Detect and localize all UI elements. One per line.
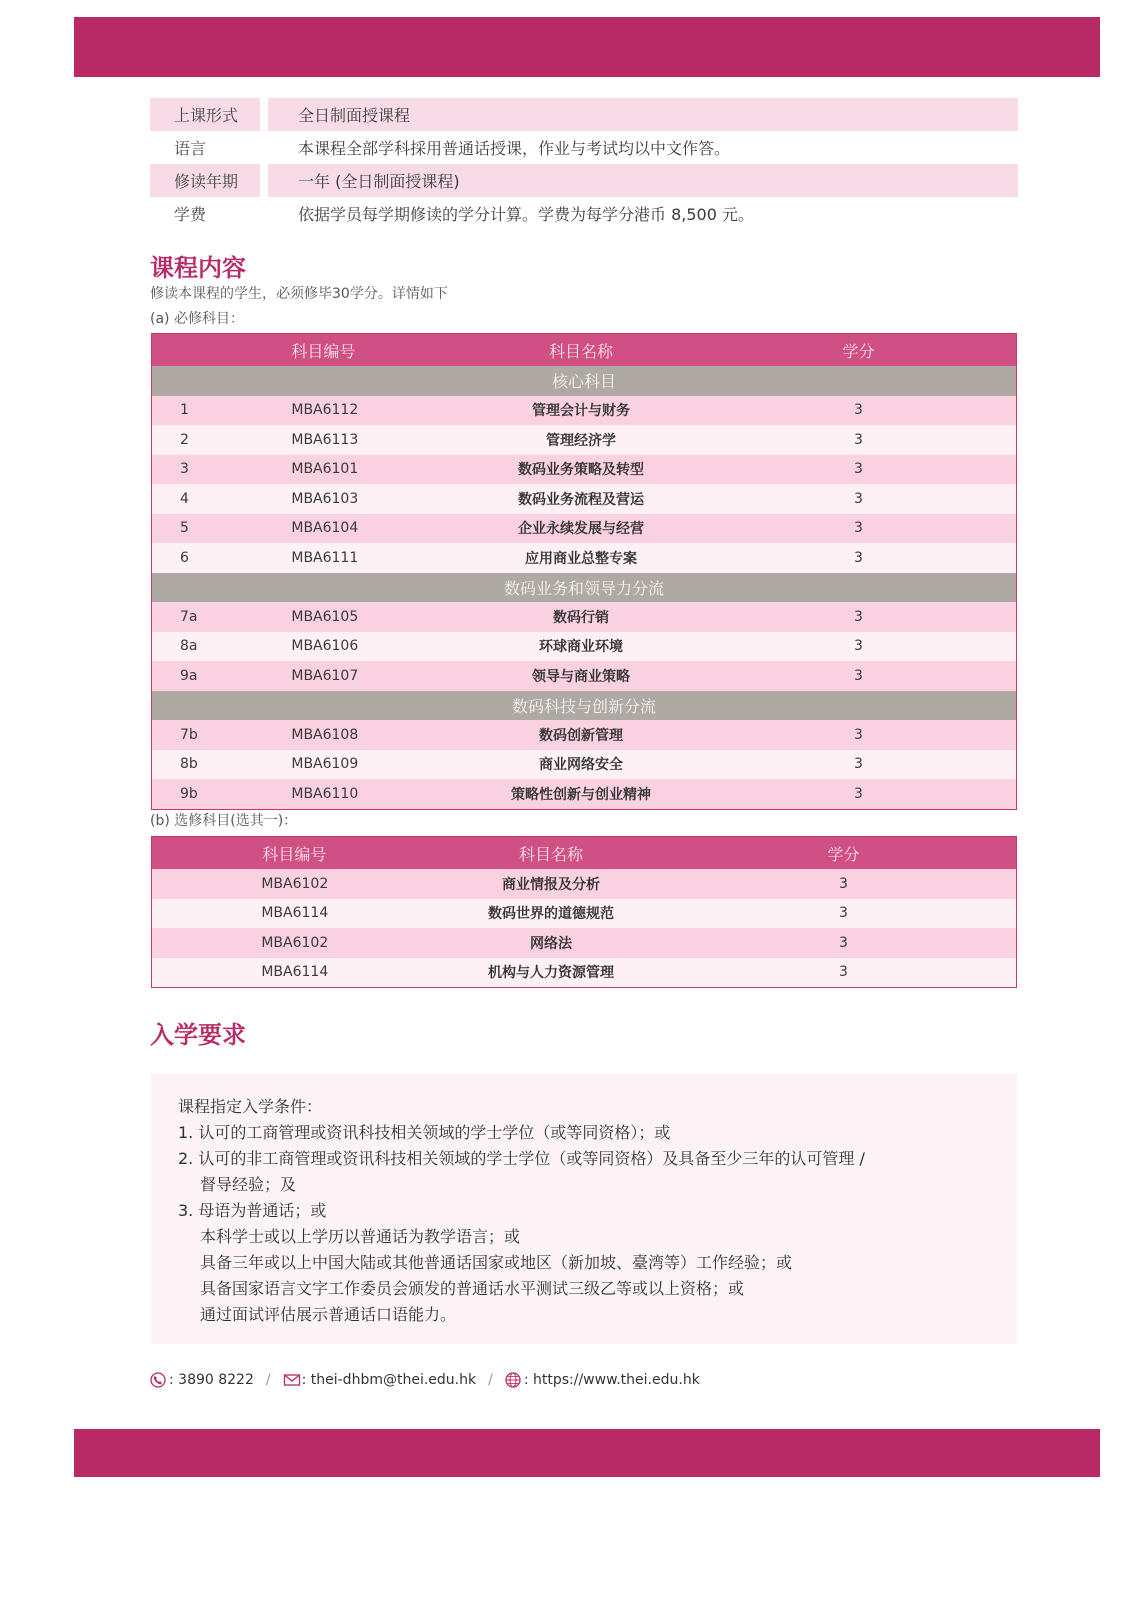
- requirement-line: 3. 母语为普通话；或: [178, 1201, 327, 1220]
- course-name: 数码行销: [461, 602, 701, 632]
- col-name-header: 科目名称: [461, 334, 701, 367]
- course-name: 商业情报及分析: [431, 869, 671, 899]
- course-credit: 3: [701, 484, 1017, 514]
- col-credit-header: 学分: [701, 334, 1017, 367]
- course-code: MBA6113: [291, 425, 461, 455]
- blank-cell: [152, 869, 262, 899]
- contact-bar: [150, 1372, 700, 1388]
- course-name: 机构与人力资源管理: [431, 958, 671, 988]
- course-code: MBA6102: [261, 869, 431, 899]
- course-intro: 修读本课程的学生，必须修毕30学分。详情如下: [150, 286, 448, 302]
- requirement-line: 通过面试评估展示普通话口语能力。: [200, 1305, 457, 1324]
- course-credit: 3: [701, 425, 1017, 455]
- course-credit: 3: [701, 779, 1017, 809]
- table-row: [152, 484, 1017, 514]
- course-code: MBA6114: [261, 899, 431, 929]
- info-value: 全日制面授课程: [268, 98, 1018, 131]
- e-col-credit-header: 学分: [671, 837, 1017, 870]
- info-row: [150, 197, 1018, 230]
- course-code: MBA6104: [291, 514, 461, 544]
- course-number: 8b: [152, 750, 292, 780]
- table-row: [152, 750, 1017, 780]
- course-number: 2: [152, 425, 292, 455]
- table-row: [152, 632, 1017, 662]
- required-label: (a) 必修科目：: [150, 311, 244, 327]
- info-label: 学费: [174, 205, 207, 224]
- course-code: MBA6103: [291, 484, 461, 514]
- phone-number[interactable]: : 3890 8222: [169, 1372, 254, 1388]
- group-row: [152, 691, 1017, 721]
- course-name: 商业网络安全: [461, 750, 701, 780]
- email-link[interactable]: : thei-dhbm@thei.edu.hk: [301, 1372, 477, 1388]
- course-number: 7b: [152, 720, 292, 750]
- table-row: [152, 661, 1017, 691]
- course-name: 管理会计与财务: [461, 396, 701, 426]
- requirement-line: 具备三年或以上中国大陆或其他普通话国家或地区（新加坡、臺湾等）工作经验；或: [200, 1253, 793, 1272]
- group-row: [152, 573, 1017, 603]
- info-label: 语言: [174, 139, 207, 158]
- mail-icon: [283, 1372, 299, 1388]
- elective-courses-table: [151, 836, 1017, 988]
- info-value: 一年 (全日制面授课程): [268, 164, 1018, 197]
- blank-cell: [152, 899, 262, 929]
- course-name: 应用商业总整专案: [461, 543, 701, 573]
- course-code: MBA6101: [291, 455, 461, 485]
- info-row: [150, 98, 1018, 131]
- course-name: 企业永续发展与经营: [461, 514, 701, 544]
- group-title: 核心科目: [152, 366, 1017, 396]
- course-number: 3: [152, 455, 292, 485]
- info-gap: [260, 98, 268, 131]
- table-row: [152, 396, 1017, 426]
- group-row: [152, 366, 1017, 396]
- course-code: MBA6106: [291, 632, 461, 662]
- table-row: [152, 602, 1017, 632]
- requirement-line: 1. 认可的工商管理或资讯科技相关领域的学士学位（或等同资格）；或: [178, 1123, 671, 1142]
- course-credit: 3: [671, 958, 1017, 988]
- separator: /: [488, 1372, 493, 1388]
- requirement-line: 2. 认可的非工商管理或资讯科技相关领域的学士学位（或等同资格）及具备至少三年的认可管理 /: [178, 1149, 865, 1168]
- course-credit: 3: [701, 632, 1017, 662]
- course-credit: 3: [701, 720, 1017, 750]
- website-link[interactable]: : https://www.thei.edu.hk: [523, 1372, 700, 1388]
- course-code: MBA6112: [291, 396, 461, 426]
- table-row: [152, 899, 1017, 929]
- info-gap: [260, 131, 268, 164]
- required-courses-table: [151, 333, 1017, 810]
- group-title: 数码业务和领导力分流: [152, 573, 1017, 603]
- course-name: 数码创新管理: [461, 720, 701, 750]
- course-credit: 3: [701, 543, 1017, 573]
- course-content-heading: 课程内容: [150, 254, 246, 282]
- course-name: 策略性创新与创业精神: [461, 779, 701, 809]
- course-name: 网络法: [431, 928, 671, 958]
- blank-cell: [152, 928, 262, 958]
- blank-cell: [152, 958, 262, 988]
- info-value: 本课程全部学科採用普通话授课，作业与考试均以中文作答。: [298, 139, 731, 158]
- requirement-line: 具备国家语言文字工作委员会颁发的普通话水平测试三级乙等或以上资格；或: [200, 1279, 745, 1298]
- course-number: 7a: [152, 602, 292, 632]
- table-row: [152, 425, 1017, 455]
- table-row: [152, 958, 1017, 988]
- course-code: MBA6110: [291, 779, 461, 809]
- phone-icon: [150, 1372, 166, 1388]
- info-gap: [260, 164, 268, 197]
- requirement-line: 督导经验；及: [200, 1175, 297, 1194]
- e-col-code-header: 科目编号: [261, 837, 431, 870]
- info-gap: [260, 197, 268, 230]
- course-name: 领导与商业策略: [461, 661, 701, 691]
- course-number: 9a: [152, 661, 292, 691]
- table-row: [152, 928, 1017, 958]
- info-row: [150, 164, 1018, 197]
- e-col-name-header: 科目名称: [431, 837, 671, 870]
- course-credit: 3: [701, 396, 1017, 426]
- table-row: [152, 455, 1017, 485]
- course-credit: 3: [701, 514, 1017, 544]
- info-label: 上课形式: [150, 98, 260, 131]
- table-row: [152, 543, 1017, 573]
- course-name: 数码世界的道德规范: [431, 899, 671, 929]
- separator: /: [265, 1372, 271, 1388]
- requirement-line: 本科学士或以上学历以普通话为教学语言；或: [200, 1227, 521, 1246]
- col-no-header: [152, 334, 292, 367]
- elective-label: (b) 选修科目(选其一)：: [150, 813, 298, 829]
- e-col-blank-header: [152, 837, 262, 870]
- info-label: 修读年期: [150, 164, 260, 197]
- top-banner: [74, 17, 1100, 77]
- course-credit: 3: [701, 455, 1017, 485]
- course-credit: 3: [701, 750, 1017, 780]
- bottom-banner: [74, 1429, 1100, 1477]
- course-name: 环球商业环境: [461, 632, 701, 662]
- course-number: 1: [152, 396, 292, 426]
- course-code: MBA6102: [261, 928, 431, 958]
- course-code: MBA6105: [291, 602, 461, 632]
- group-title: 数码科技与创新分流: [152, 691, 1017, 721]
- admission-requirements: [178, 1094, 865, 1328]
- course-number: 8a: [152, 632, 292, 662]
- course-number: 6: [152, 543, 292, 573]
- course-number: 4: [152, 484, 292, 514]
- course-code: MBA6107: [291, 661, 461, 691]
- course-credit: 3: [701, 661, 1017, 691]
- globe-icon: [505, 1372, 521, 1388]
- course-code: MBA6114: [261, 958, 431, 988]
- course-credit: 3: [671, 869, 1017, 899]
- course-code: MBA6109: [291, 750, 461, 780]
- course-number: 9b: [152, 779, 292, 809]
- admission-heading: 入学要求: [150, 1021, 246, 1049]
- program-info: [150, 98, 1018, 230]
- table-row: [152, 720, 1017, 750]
- info-row: [150, 131, 1018, 164]
- requirement-line: 课程指定入学条件：: [178, 1097, 323, 1116]
- course-credit: 3: [701, 602, 1017, 632]
- table-row: [152, 779, 1017, 809]
- course-credit: 3: [671, 928, 1017, 958]
- col-code-header: 科目编号: [291, 334, 461, 367]
- course-name: 数码业务流程及营运: [461, 484, 701, 514]
- table-row: [152, 869, 1017, 899]
- course-code: MBA6111: [291, 543, 461, 573]
- course-code: MBA6108: [291, 720, 461, 750]
- course-credit: 3: [671, 899, 1017, 929]
- course-number: 5: [152, 514, 292, 544]
- course-name: 数码业务策略及转型: [461, 455, 701, 485]
- course-name: 管理经济学: [461, 425, 701, 455]
- info-value: 依据学员每学期修读的学分计算。学费为每学分港币 8,500 元。: [298, 205, 754, 224]
- table-row: [152, 514, 1017, 544]
